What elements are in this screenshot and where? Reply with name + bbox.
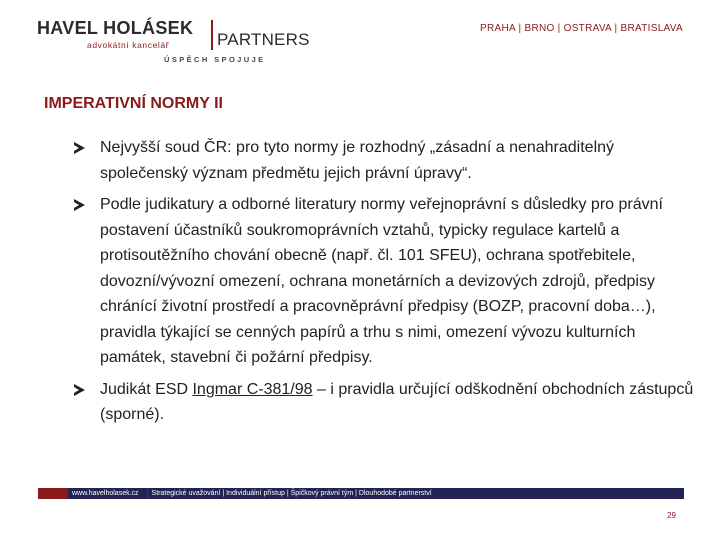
- bullet-prefix: Judikát ESD: [100, 380, 193, 398]
- arrow-bullet-icon: [74, 384, 85, 396]
- footer-slogan: Strategické uvažování | Individuální přístup | Špičkový právní tým | Dlouhodobé partnerství: [151, 490, 432, 497]
- footer-content: [68, 488, 684, 499]
- bullet-suffix: – i pravidla určující odškodnění obchodních zástupců (sporné).: [100, 380, 694, 423]
- logo-partners: PARTNERS: [217, 30, 310, 49]
- bullet-list: [74, 135, 694, 434]
- arrow-bullet-icon: [74, 199, 85, 211]
- bullet-item: [74, 377, 694, 428]
- logo-divider: [211, 20, 213, 50]
- footer-accent: [38, 488, 68, 499]
- arrow-bullet-icon: [74, 142, 85, 154]
- tagline: ÚSPĚCH SPOJUJE: [164, 55, 266, 64]
- logo-name: HAVEL HOLÁSEK: [37, 18, 194, 38]
- bullet-text: Nejvyšší soud ČR: pro tyto normy je rozhodný „zásadní a nenahraditelný společenský význam předmětu jejich právní úpravy“.: [100, 139, 615, 182]
- page-number: 29: [667, 511, 676, 520]
- bullet-text: Podle judikatury a odborné literatury normy veřejnoprávní s důsledky pro právní postavení účastníků soukromoprávních vztahů, typicky regulace kartelů a protisoutěžního chování obecně (např. čl. 101 SFEU), ochrana spotřebitele, dovozní/vývozní omezení, ochrana monetárních a devizových zdrojů, předpisy chránící životní prostředí a pracovněprávní předpisy (BOZP, pracovní doba…), pravidla týkající se cenných papírů a trhu s nimi, omezení vývozu kulturních památek, stavební či požární předpisy.: [100, 196, 663, 366]
- logo-subtitle: advokátní kancelář: [87, 40, 170, 50]
- footer-website[interactable]: www.havelholasek.cz: [72, 490, 139, 497]
- slide-title: IMPERATIVNÍ NORMY II: [44, 95, 223, 112]
- office-cities: PRAHA | BRNO | OSTRAVA | BRATISLAVA: [480, 23, 683, 34]
- footer-bar: [38, 488, 684, 499]
- bullet-item: [74, 192, 694, 371]
- bullet-item: [74, 135, 694, 186]
- case-reference-link[interactable]: Ingmar C-381/98: [192, 380, 313, 398]
